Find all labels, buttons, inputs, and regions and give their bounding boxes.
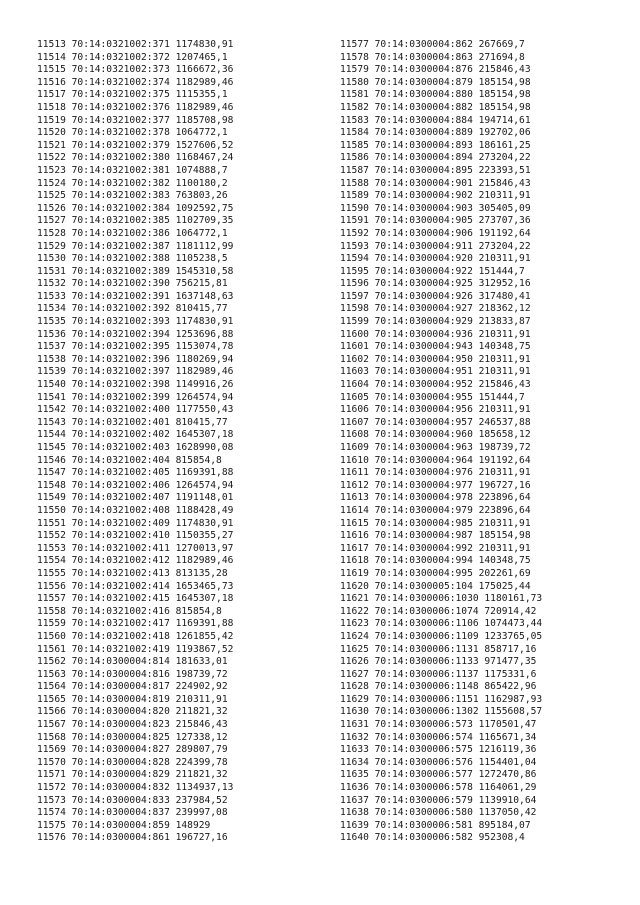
table-row: 11622 70:14:0300006:1074 720914,42 [340, 605, 537, 617]
table-row: 11613 70:14:0300004:978 223896,64 [340, 492, 531, 504]
table-row: 11532 70:14:0321002:390 756215,81 [37, 278, 228, 290]
table-row: 11528 70:14:0321002:386 1064772,1 [37, 227, 228, 239]
table-row: 11547 70:14:0321002:405 1169391,88 [37, 467, 234, 479]
table-row: 11624 70:14:0300006:1109 1233765,05 [340, 630, 543, 642]
table-row: 11586 70:14:0300004:894 273204,22 [340, 152, 531, 164]
table-row: 11517 70:14:0321002:375 1115355,1 [37, 89, 228, 101]
table-row: 11615 70:14:0300004:985 210311,91 [340, 517, 531, 529]
table-row: 11580 70:14:0300004:879 185154,98 [340, 76, 531, 88]
table-row: 11521 70:14:0321002:379 1527606,52 [37, 139, 234, 151]
table-row: 11595 70:14:0300004:922 151444,7 [340, 265, 525, 277]
table-row: 11631 70:14:0300006:573 1170501,47 [340, 719, 537, 731]
table-row: 11571 70:14:0300004:829 211821,32 [37, 769, 228, 781]
table-row: 11572 70:14:0300004:832 1134937,13 [37, 782, 234, 794]
table-row: 11546 70:14:0321002:404 815854,8 [37, 454, 222, 466]
table-row: 11537 70:14:0321002:395 1153074,78 [37, 341, 234, 353]
table-row: 11601 70:14:0300004:943 140348,75 [340, 341, 531, 353]
table-row: 11589 70:14:0300004:902 210311,91 [340, 190, 531, 202]
table-row: 11602 70:14:0300004:950 210311,91 [340, 353, 531, 365]
table-row: 11640 70:14:0300006:582 952308,4 [340, 832, 525, 844]
table-row: 11578 70:14:0300004:863 271694,8 [340, 51, 525, 63]
table-row: 11574 70:14:0300004:837 239997,08 [37, 807, 228, 819]
table-row: 11555 70:14:0321002:413 813135,28 [37, 567, 228, 579]
table-row: 11576 70:14:0300004:861 196727,16 [37, 832, 228, 844]
table-row: 11605 70:14:0300004:955 151444,7 [340, 391, 525, 403]
table-row: 11533 70:14:0321002:391 1637148,63 [37, 290, 234, 302]
table-row: 11588 70:14:0300004:901 215846,43 [340, 177, 531, 189]
table-row: 11549 70:14:0321002:407 1191148,01 [37, 492, 234, 504]
table-row: 11590 70:14:0300004:903 305405,09 [340, 202, 531, 214]
table-row: 11544 70:14:0321002:402 1645307,18 [37, 429, 234, 441]
table-row: 11581 70:14:0300004:880 185154,98 [340, 89, 531, 101]
table-row: 11587 70:14:0300004:895 223393,51 [340, 164, 531, 176]
table-row: 11603 70:14:0300004:951 210311,91 [340, 366, 531, 378]
table-row: 11536 70:14:0321002:394 1253696,88 [37, 328, 234, 340]
table-row: 11539 70:14:0321002:397 1182989,46 [37, 366, 234, 378]
table-row: 11520 70:14:0321002:378 1064772,1 [37, 127, 228, 139]
table-row: 11620 70:14:0300005:104 175025,44 [340, 580, 531, 592]
table-row: 11612 70:14:0300004:977 196727,16 [340, 479, 531, 491]
table-row: 11567 70:14:0300004:823 215846,43 [37, 719, 228, 731]
table-row: 11634 70:14:0300006:576 1154401,04 [340, 756, 537, 768]
table-row: 11552 70:14:0321002:410 1150355,27 [37, 530, 234, 542]
table-row: 11564 70:14:0300004:817 224902,92 [37, 681, 228, 693]
table-row: 11628 70:14:0300006:1148 865422,96 [340, 681, 537, 693]
table-row: 11524 70:14:0321002:382 1100180,2 [37, 177, 228, 189]
table-row: 11594 70:14:0300004:920 210311,91 [340, 253, 531, 265]
table-row: 11534 70:14:0321002:392 810415,77 [37, 303, 228, 315]
table-row: 11556 70:14:0321002:414 1653465,73 [37, 580, 234, 592]
table-row: 11636 70:14:0300006:578 1164061,29 [340, 782, 537, 794]
table-row: 11568 70:14:0300004:825 127338,12 [37, 731, 228, 743]
table-row: 11545 70:14:0321002:403 1628990,08 [37, 442, 234, 453]
table-row: 11600 70:14:0300004:936 210311,91 [340, 328, 531, 340]
table-row: 11573 70:14:0300004:833 237984,52 [37, 794, 228, 806]
table-row: 11575 70:14:0300004:859 148929 [37, 819, 211, 831]
table-row: 11566 70:14:0300004:820 211821,32 [37, 706, 228, 718]
table-row: 11551 70:14:0321002:409 1174830,91 [37, 517, 234, 529]
table-row: 11531 70:14:0321002:389 1545310,58 [37, 265, 234, 277]
table-row: 11607 70:14:0300004:957 246537,88 [340, 416, 531, 428]
table-row: 11518 70:14:0321002:376 1182989,46 [37, 101, 234, 113]
table-row: 11632 70:14:0300006:574 1165671,34 [340, 731, 537, 743]
table-row: 11618 70:14:0300004:994 140348,75 [340, 555, 531, 567]
table-row: 11514 70:14:0321002:372 1207465,1 [37, 51, 228, 63]
table-row: 11637 70:14:0300006:579 1139910,64 [340, 794, 537, 806]
table-row: 11638 70:14:0300006:580 1137050,42 [340, 807, 537, 819]
table-row: 11562 70:14:0300004:814 181633,01 [37, 656, 228, 668]
table-row: 11538 70:14:0321002:396 1180269,94 [37, 353, 234, 365]
table-row: 11541 70:14:0321002:399 1264574,94 [37, 391, 234, 403]
table-row: 11599 70:14:0300004:929 213833,87 [340, 316, 531, 328]
table-row: 11577 70:14:0300004:862 267669,7 [340, 39, 525, 50]
table-row: 11516 70:14:0321002:374 1182989,46 [37, 76, 234, 88]
table-row: 11623 70:14:0300006:1106 1074473,44 [340, 618, 543, 630]
table-row: 11604 70:14:0300004:952 215846,43 [340, 379, 531, 391]
table-row: 11557 70:14:0321002:415 1645307,18 [37, 593, 234, 605]
table-row: 11570 70:14:0300004:828 224399,78 [37, 756, 228, 768]
table-row: 11579 70:14:0300004:876 215846,43 [340, 64, 531, 76]
table-row: 11523 70:14:0321002:381 1074888,7 [37, 164, 228, 176]
table-row: 11598 70:14:0300004:927 218362,12 [340, 303, 531, 315]
table-row: 11543 70:14:0321002:401 810415,77 [37, 416, 228, 428]
right-column [340, 39, 542, 845]
table-row: 11522 70:14:0321002:380 1168467,24 [37, 152, 234, 164]
table-row: 11616 70:14:0300004:987 185154,98 [340, 530, 531, 542]
table-row: 11553 70:14:0321002:411 1270013,97 [37, 542, 234, 554]
table-row: 11597 70:14:0300004:926 317480,41 [340, 290, 531, 302]
table-row: 11591 70:14:0300004:905 273707,36 [340, 215, 531, 227]
table-row: 11519 70:14:0321002:377 1185708,98 [37, 114, 234, 126]
table-row: 11635 70:14:0300006:577 1272470,86 [340, 769, 537, 781]
table-row: 11639 70:14:0300006:581 895184,07 [340, 819, 531, 831]
table-row: 11550 70:14:0321002:408 1188428,49 [37, 504, 234, 516]
table-row: 11630 70:14:0300006:1302 1155608,57 [340, 706, 543, 718]
table-row: 11569 70:14:0300004:827 289807,79 [37, 744, 228, 756]
table-row: 11548 70:14:0321002:406 1264574,94 [37, 479, 234, 491]
table-row: 11535 70:14:0321002:393 1174830,91 [37, 316, 234, 328]
table-row: 11610 70:14:0300004:964 191192,64 [340, 454, 531, 466]
table-row: 11621 70:14:0300006:1030 1180161,73 [340, 593, 543, 605]
table-row: 11584 70:14:0300004:889 192702,06 [340, 127, 531, 139]
table-row: 11608 70:14:0300004:960 185658,12 [340, 429, 531, 441]
table-row: 11525 70:14:0321002:383 763803,26 [37, 190, 228, 202]
table-row: 11596 70:14:0300004:925 312952,16 [340, 278, 531, 290]
table-row: 11530 70:14:0321002:388 1105238,5 [37, 253, 228, 265]
table-row: 11614 70:14:0300004:979 223896,64 [340, 504, 531, 516]
table-row: 11559 70:14:0321002:417 1169391,88 [37, 618, 234, 630]
table-row: 11585 70:14:0300004:893 186161,25 [340, 139, 531, 151]
table-row: 11526 70:14:0321002:384 1092592,75 [37, 202, 234, 214]
table-row: 11609 70:14:0300004:963 198739,72 [340, 442, 531, 453]
table-row: 11633 70:14:0300006:575 1216119,36 [340, 744, 537, 756]
table-row: 11515 70:14:0321002:373 1166672,36 [37, 64, 234, 76]
table-row: 11542 70:14:0321002:400 1177550,43 [37, 404, 234, 416]
table-row: 11583 70:14:0300004:884 194714,61 [340, 114, 531, 126]
table-row: 11619 70:14:0300004:995 202261,69 [340, 567, 531, 579]
left-column [37, 39, 233, 845]
table-row: 11565 70:14:0300004:819 210311,91 [37, 693, 228, 705]
table-row: 11513 70:14:0321002:371 1174830,91 [37, 39, 234, 50]
table-row: 11554 70:14:0321002:412 1182989,46 [37, 555, 234, 567]
table-row: 11606 70:14:0300004:956 210311,91 [340, 404, 531, 416]
table-row: 11611 70:14:0300004:976 210311,91 [340, 467, 531, 479]
table-row: 11540 70:14:0321002:398 1149916,26 [37, 379, 234, 391]
table-row: 11582 70:14:0300004:882 185154,98 [340, 101, 531, 113]
table-row: 11629 70:14:0300006:1151 1162987,93 [340, 693, 543, 705]
table-row: 11561 70:14:0321002:419 1193867,52 [37, 643, 234, 655]
table-row: 11558 70:14:0321002:416 815854,8 [37, 605, 222, 617]
table-row: 11529 70:14:0321002:387 1181112,99 [37, 240, 234, 252]
table-row: 11563 70:14:0300004:816 198739,72 [37, 668, 228, 680]
table-row: 11626 70:14:0300006:1133 971477,35 [340, 656, 537, 668]
table-row: 11627 70:14:0300006:1137 1175331,6 [340, 668, 537, 680]
table-row: 11560 70:14:0321002:418 1261855,42 [37, 630, 234, 642]
table-row: 11625 70:14:0300006:1131 858717,16 [340, 643, 537, 655]
table-row: 11593 70:14:0300004:911 273204,22 [340, 240, 531, 252]
table-row: 11617 70:14:0300004:992 210311,91 [340, 542, 531, 554]
table-row: 11592 70:14:0300004:906 191192,64 [340, 227, 531, 239]
table-row: 11527 70:14:0321002:385 1102709,35 [37, 215, 234, 227]
